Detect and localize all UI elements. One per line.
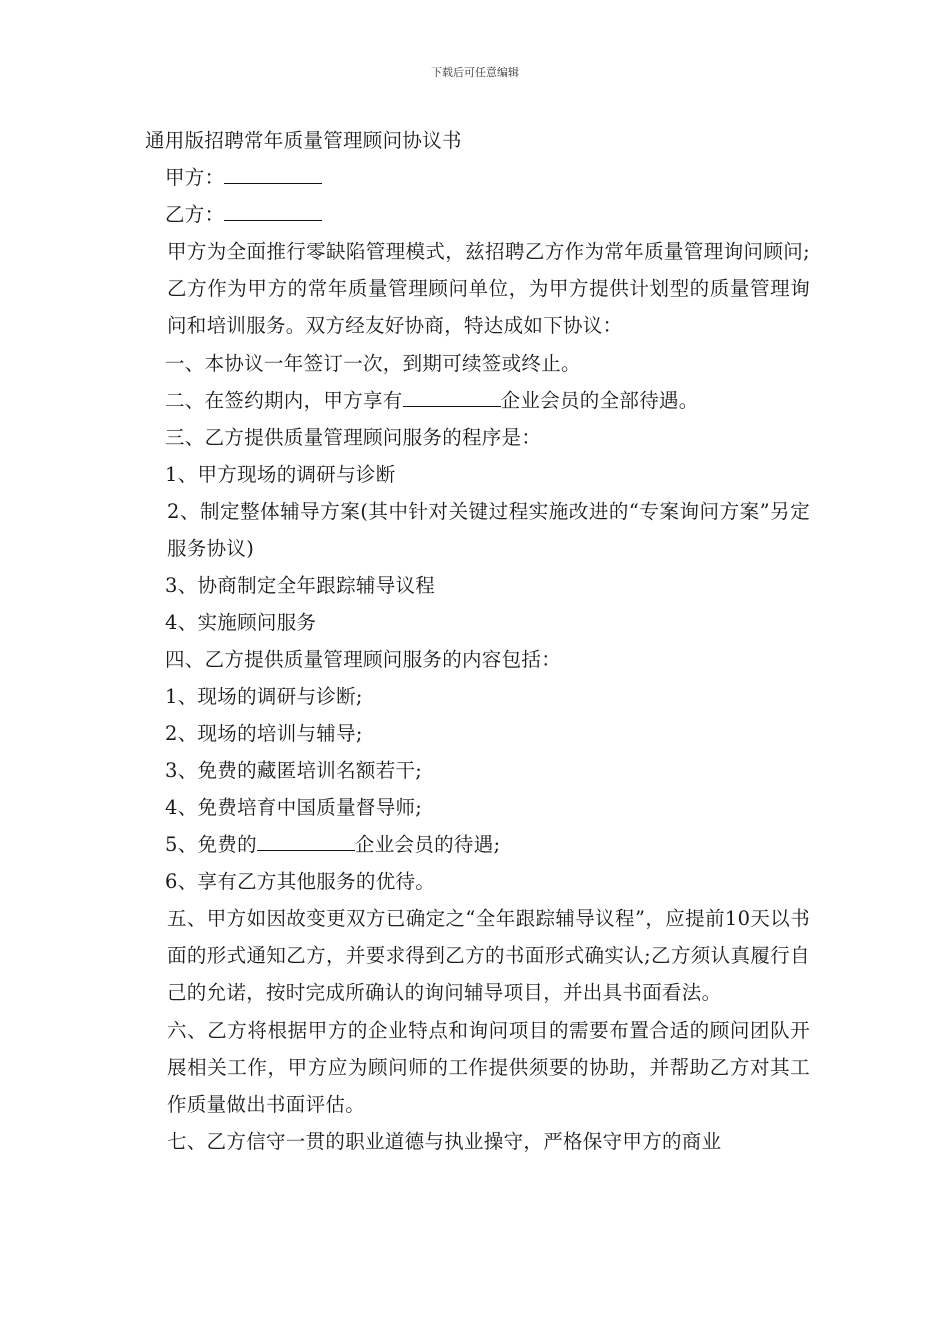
content-item-5-before: 5、免费的	[165, 833, 257, 856]
content-item-5-blank	[257, 832, 355, 851]
content-item-3: 3、免费的藏匿培训名额若干;	[165, 759, 423, 782]
content-item-6: 6、享有乙方其他服务的优待。	[165, 870, 436, 893]
clause-2-after: 企业会员的全部待遇。	[500, 388, 699, 412]
content-item-5-after: 企业会员的待遇;	[354, 833, 501, 856]
clause-4: 四、乙方提供质量管理顾问服务的内容包括：	[165, 648, 562, 671]
document-title: 通用版招聘常年质量管理顾问协议书	[145, 129, 462, 152]
clause-7: 七、乙方信守一贯的职业道德与执业操守，严格保守甲方的商业	[167, 1130, 722, 1153]
procedure-item-3: 3、协商制定全年跟踪辅导议程	[165, 574, 436, 597]
procedure-item-2: 2、制定整体辅导方案(其中针对关键过程实施改进的“专案询问方案”另定服务协议)	[167, 499, 810, 560]
procedure-item-1: 1、甲方现场的调研与诊断	[165, 462, 396, 486]
content-item-2: 2、现场的培训与辅导;	[165, 722, 363, 745]
party-b-label: 乙方：	[165, 203, 225, 226]
party-b-blank	[224, 202, 322, 221]
page-header: 下载后可任意编辑	[431, 66, 519, 79]
clause-2-blank	[403, 388, 501, 407]
clause-2-before: 二、在签约期内，甲方享有	[165, 388, 403, 412]
intro-paragraph: 甲方为全面推行零缺陷管理模式，兹招聘乙方作为常年质量管理询问顾问;乙方作为甲方的常年质量管理顾问单位，为甲方提供计划型的质量管理询问和培训服务。双方经友好协商，特达成如下协议：	[167, 240, 810, 337]
clause-5: 五、甲方如因故变更双方已确定之“全年跟踪辅导议程”，应提前10天以书面的形式通知乙方，并要求得到乙方的书面形式确实认;乙方须认真履行自己的允诺，按时完成所确认的询问辅导项目，并出具书面看法。	[167, 907, 810, 1004]
content-item-5	[145, 826, 810, 863]
clause-3: 三、乙方提供质量管理顾问服务的程序是：	[165, 425, 542, 449]
party-a-line	[145, 159, 810, 196]
clause-1: 一、本协议一年签订一次，到期可续签或终止。	[165, 351, 581, 375]
document-body	[145, 122, 810, 1160]
party-a-blank	[224, 165, 322, 184]
content-item-4: 4、免费培育中国质量督导师;	[165, 796, 423, 819]
content-item-1: 1、现场的调研与诊断;	[165, 685, 363, 708]
clause-6: 六、乙方将根据甲方的企业特点和询问项目的需要布置合适的顾问团队开展相关工作，甲方应为顾问师的工作提供须要的协助，并帮助乙方对其工作质量做出书面评估。	[167, 1018, 810, 1116]
party-a-label: 甲方：	[165, 166, 225, 189]
party-b-line	[145, 196, 810, 233]
procedure-item-4: 4、实施顾问服务	[165, 611, 317, 634]
clause-2	[145, 382, 810, 419]
